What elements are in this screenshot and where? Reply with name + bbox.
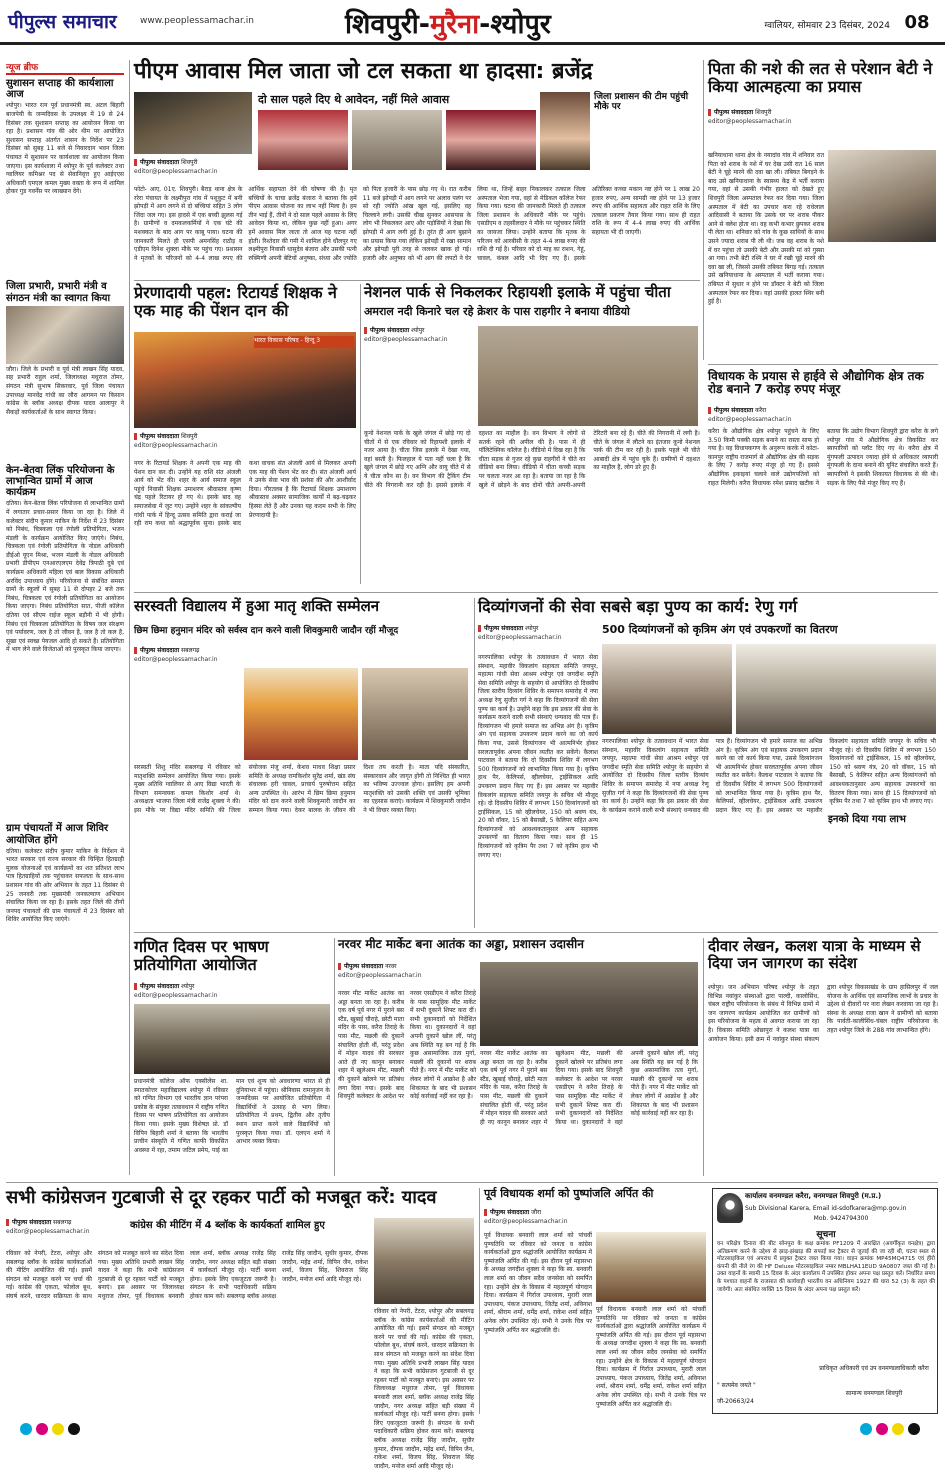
notice-signatory-2: सामान्य वनमण्डल शिवपुरी [845,1390,903,1397]
divider [474,598,475,928]
title-sheopur: -श्योपुर [479,9,551,40]
story-body: फोटो- आए, 01ए. शिवपुरी। बैराड़ थाना क्षेत्र के ररेरा पंचायत के लक्ष्मीपुरा गांव में पशुकुट में बनी झोपड़ी में आग लगने से दो बच्चियां सहित 3 लोग जिंदा जल गए। इस हादसे में एक बच्ची झुलस गई है। ग्रामीणों व दमकलकर्मियों ने एक घंटे की मशक्कत के बाद आग पर काबू पाया। घटना की जानकारी मिलते ही एसपी अमनसिंह राठौड़ व एडीएम दिनेश शुक्ला मौके पर पहुंच गए। प्रशासन ने मृतकों के परिजनों को 4-4 लाख रुपए की आर्थिक सहायता देने की घोषणा की है। मृत बच्चियों के चाचा ब्रजेंद्र बंजारा ने बताया कि हमें पीएम आवास योजना का लाभ नहीं मिला है। हम तीन भाई हैं, तीनों ने दो साल पहले आवास के लिए आवेदन किया था, लेकिन कुछ नहीं हुआ। अगर हमें आवास मिल जाता तो आज यह घटना नहीं होती। रिश्तेदार की गमी में शामिल होने धौलपुर गए लक्ष्मीपुरा निवासी धासुदेव बंजारा और उसकी पत्नी रुक्मिणी अपनी बेटियों अनुष्का, संध्या और ज्योति को पिता हजारी के पास छोड़ गए थे। रात करीब 11 बजे झोपड़ी में आग लगने पर अलाव पलंग पर सो रही ज्योति आंख खुल गई, इसलिए वह चिल्लाने लगी। उसकी चीख सुनकर आसपास के लोग भी निकलकर आए और पड़ोसियों ने देखा कि झोपड़ी में आग लगी हुई है। तुरंत ही आग बुझाने का प्रयास किया गया लेकिन झोपड़ी में रखा सामान और झोपड़ी पूरी तरह से जलकर खाक हो गई। हजारी और अनुष्का को भी आग की लपटों ने घेर लिया था, जिन्हें बाहर निकालकर तत्काल जिला अस्पताल भेजा गया, वहां से मेडिकल कॉलेज रेफर किया गया। घटना की जानकारी मिलते ही तत्काल जिला प्रशासन के अधिकारी मौके पर पहुंचे। एसडीएम व तहसीलदार ने मौके पर पहुंचकर स्थिति का जायजा लिया। उन्होंने बताया कि मृतक के परिजन को आरबीसी के तहत 4-4 लाख रुपए की राशि दी गई है। परिवार को दो माह का राशन, गेहूं, चावल, कंबल आदि भी दिए गए हैं। इसके अतिरिक्त कच्चा मकान नष्ट होने पर 1 लाख 20 हजार रुपए, अन्य सामग्री नष्ट होने पर 13 हजार रुपए की आर्थिक सहायता और राहत राशि के लिए तत्काल प्रकरण तैयार किया गया। साथ ही राहत राशि के रूप में 4-4 लाख रुपए की आर्थिक सहायता भी दी जाएगी। [134,186,700,262]
notice-signatory: प्राधिकृत अधिकारी एवं उप वनमण्डलाधिकारी करैरा [819,1365,929,1372]
byline-email[interactable]: editor@peoplessamachar.in [484,1218,568,1225]
divider [334,938,335,1176]
issue-date: ग्वालियर, सोमवार 23 दिसंबर, 2024 [764,21,890,31]
story-retired-teacher [134,284,356,584]
story-subhead: दो साल पहले दिए थे आवेदन, नहीं मिले आवास [258,93,450,106]
story-divyang [478,598,938,928]
story-headline: प्रेरणादायी पहल: रिटायर्ड शिक्षक ने एक माह की पेंशन दान की [134,283,337,320]
divider [129,60,130,1175]
byline-email[interactable]: editor@peoplessamachar.in [708,118,792,125]
story-headline: पिता की नशे की लत से परेशान बेटी ने किया आत्महत्या का प्रयास [708,59,933,96]
story-body: सरस्वती शिशु मंदिर सबलगढ़ में रविवार को मातृशक्ति सम्मेलन आयोजित किया गया। इसके मुख्य अतिथि ग्वालियर से आए विद्या भारती के विभाग समन्वयक कमल किशोर शर्मा थे। अध्यक्षता भाजपा जिला मंत्री राजेंद्र शुक्ला ने की। इस मौके पर विद्या मंदिर समिति की जिला संयोजक मंजु शर्मा, केशव माधव शिक्षा प्रसार समिति के अध्यक्ष रामकिशोर सुरेंद्र शर्मा, खंड संघ संचालक हरी चावल, प्राचार्य पुरुषोत्तम सहित अन्य उपस्थित थे। आरंभ में छिम छिमा हनुमान मंदिर को दान करने वाली शिवकुमारी जादौन का सम्मान किया गया। देकर बालक के जीवन की दिशा तय करती है। माता यदि संस्कारित, संस्कारवान और जागृत होंगी तो निश्चित ही भारत का भविष्य उज्ज्वल होगा। इसलिए हम अपनी मातृशक्ति को उसकी शक्ति एवं उसकी भूमिका का एहसास कराएं। कार्यक्रम में शिवकुमारी जादौन ने भी विचार व्यक्त किए। [134,764,470,814]
story-body: नरवर मीट मार्केट आतंक का अड्डा बनता जा रहा है। करीब एक वर्ष पूर्व नगर में पुराने बस स्टैंड, खुबाई चौराहे, छोटी माता मंदिर के पास, करैरा तिराहे के पास मीट, मछली की दुकानें संचालित होती थीं, परंतु प्रदेश में मोहन यादव की सरकार आते ही नए कानून बनाकर शहर में खुलेआम मीट, मछली की दुकानें खोलने पर प्रतिबंध लगा दिया गया। इसके बाद शिवपुरी कलेक्टर के आदेश पर नरवर एसडीएम ने करैरा तिराहे के पास सामूहिक मीट मार्केट में सभी दुकानें शिफ्ट करा दीं। सभी दुकानदारों को निर्देशित किया था। दुकानदारों ने वहां अपनी दुकानें खोल लीं, परंतु अब स्थिति यह बन गई है कि कुछ असामाजिक तत्व मुर्गा, मछली की दुकानों पर शराब पीते हैं। नगर में मीट मार्केट को लेकर लोगों में आक्रोश है और शिकायत के बाद भी प्रशासन कोई कार्रवाई नहीं कर रहा है। [338,990,476,1101]
story-body: श्योपुर। जन अभियान परिषद श्योपुर के तहत विभिन्न नवांकुर संस्थाओं द्वारा पाल्दी, कालोसिंध, चंबल राष्ट्रीय परियोजना के संबंध में विभिन्न ग्रामों में जन जागरण कार्यक्रम आयोजित कर ग्रामीणों को इस परियोजना के महत्व से अवगत कराया जा रहा है। विकास समिति ओछापुरा ने कलश यात्रा का आयोजन किया। इसी क्रम में नवांकुर संस्था संकल्प द्वारा श्योपुर विकासखंड के ग्राम हासिलपुर में जल योजना के आर्थिक एवं सामाजिक लाभों के प्रचार के उद्देश्य से दीवारों पर नारा लेखन करवाया जा रहा है। संस्था के अध्यक्ष राजा खान ने ग्रामीणों को बताया कि पार्वती-कालीसिंध-चंबल राष्ट्रीय परियोजना के तहत श्योपुर जिले के 288 गांव लाभान्वित होंगे। [708,984,938,1043]
news-brief-tag: न्यूज ब्रीफ [6,60,124,75]
story-photo-victim [540,92,590,170]
reg-mark-cyan [860,1423,872,1435]
reg-mark-yellow [892,1423,904,1435]
byline [134,646,470,664]
story-body: कूनो नेशनल पार्क के खुले जंगल में छोड़े गए दो चीतों में से एक रविवार को रिहायशी इलाके में नजर आया है। चीता जिस इलाके में देखा गया, वहां बस्ती है। फिलहाल ये पता नहीं चला है कि खुले जंगल में छोड़े गए अग्नि और वायु चीते में से ये चीता कौन सा है। वन विभाग की ट्रैकिंग टीम चीते की निगरानी कर रही है। इससे इलाके में दहशत का माहौल है। वन विभाग ने लोगों से सतर्क रहने की अपील की है। पास में ही पॉलिटेक्निक कॉलेज है। वीडियो में दिख रहा है कि चीता सड़क से गुजर रहे कुछ राहगीरों ने चीते का वीडियो बना लिया। वीडियो में चीता कच्ची सड़क पर चलता नजर आ रहा है। बताया जा रहा है कि खुले में छोड़ने के बाद दोनों चीते अपनी-अपनी टेरिटरी बना रहे हैं। चीते की निगरानी में लगी है। चीते के जंगल में लौटने का इंतजार कूनो नेशनल पार्क की टीम कर रही है। इसके पहले भी चीते आबादी क्षेत्र में पहुंच चुके हैं। ग्रामीणों में दहशत का माहौल है, लोग डरे हुए हैं। [364,430,700,489]
reg-mark-magenta [36,1423,48,1435]
byline-bureau: पीपुल्स संवाददाता [134,433,179,440]
story-photo-man [352,110,442,170]
byline [708,108,938,126]
section-title [345,4,645,44]
divider [134,280,700,281]
story-body: पूर्व विधायक बनवारी लाल शर्मा को पांचवीं पुण्यतिथि पर रविवार को जनता व कांग्रेस कार्यकर्ताओं द्वारा श्रद्धांजलि आयोजित कार्यक्रम में पुष्पांजलि अर्पित की गई। इस दौरान पूर्व महासभा के अध्यक्ष जगदीश शुक्ला ने कहा कि स्व. बनवारी लाल शर्मा का जीवन सदैव जनसेवा को समर्पित रहा। उन्होंने क्षेत्र के विकास में महत्वपूर्ण योगदान दिया। कार्यक्रम में गिर्राज उपाध्याय, मुरारी लाल उपाध्याय, पंकज उपाध्याय, जितेंद्र शर्मा, अविनाश शर्मा, श्रीराम शर्मा, धर्मेंद्र शर्मा, राकेश शर्मा सहित अनेक लोग उपस्थित रहे। सभी ने उनके चित्र पर पुष्पांजलि अर्पित कर श्रद्धांजलि दी। [484,1232,592,1334]
byline [338,962,476,980]
story-headline: नरवर मीट मार्केट बना आतंक का अड्डा, प्रशासन उदासीन [338,937,584,951]
byline-bureau: पीपुल्स संवाददाता [484,1209,529,1216]
byline-bureau: पीपुल्स संवाददाता [6,1219,51,1226]
story-congress-meeting [6,1187,476,1470]
story-photo-meeting [374,1218,474,1304]
story-body-cont: पूर्व विधायक बनवारी लाल शर्मा को पांचवीं पुण्यतिथि पर रविवार को जनता व कांग्रेस कार्यकर्ताओं द्वारा श्रद्धांजलि आयोजित कार्यक्रम में पुष्पांजलि अर्पित की गई। इस दौरान पूर्व महासभा के अध्यक्ष जगदीश शुक्ला ने कहा कि स्व. बनवारी लाल शर्मा का जीवन सदैव जनसेवा को समर्पित रहा। उन्होंने क्षेत्र के विकास में महत्वपूर्ण योगदान दिया। कार्यक्रम में गिर्राज उपाध्याय, मुरारी लाल उपाध्याय, पंकज उपाध्याय, जितेंद्र शर्मा, अविनाश शर्मा, श्रीराम शर्मा, धर्मेंद्र शर्मा, राकेश शर्मा सहित अनेक लोग उपस्थित रहे। सभी ने उनके चित्र पर पुष्पांजलि अर्पित कर श्रद्धांजलि दी। [596,1306,706,1408]
brief-headline-3: केन-बेतवा लिंक परियोजना के लाभान्वित ग्रामों में आज कार्यक्रम [6,464,115,499]
masthead-rule [0,42,945,45]
story-cheetah [364,284,700,584]
story-photo-cheetah [478,326,698,426]
story-headline: पूर्व विधायक शर्मा को पुष्पांजलि अर्पित की [484,1187,654,1200]
notice-motto: " सत्यमेव जयते " [717,1382,756,1389]
story-meat-market [338,938,700,1176]
title-morena: मुरैना [429,9,480,40]
news-brief-column [6,60,124,1180]
story-tribute [484,1188,706,1414]
story-side-head: जिला प्रशासन की टीम पहुंची मौके पर [594,92,689,113]
byline [364,326,474,344]
story-subhead: अमराल नदी किनारे चल रहे क्रेशर के पास राहगीर ने बनाया वीडियो [364,305,630,318]
story-subhead: कांग्रेस की मीटिंग में 4 ब्लॉक के कार्यकर्ता शामिल हुए [130,1220,325,1231]
story-headline: सभी कांग्रेसजन गुटबाजी से दूर रहकर पार्टी को मजबूत करें: यादव [6,1187,437,1208]
paper-url[interactable]: www.peoplessamachar.in [140,16,254,26]
story-photo-distribution [602,644,732,734]
masthead [0,0,945,56]
divider [703,938,704,1176]
story-photo-audience [362,668,468,760]
reg-mark-magenta [876,1423,888,1435]
byline-email[interactable]: editor@peoplessamachar.in [338,972,422,979]
story-father-addiction [708,60,938,360]
brief-photo [6,306,124,364]
paper-logo: पीपुल्स समाचार [8,11,117,33]
notice-text: वन परिक्षेत्र दिनारा की बीट सोनपुरा के कक्ष क्रमांक PF1209 में आरक्षित (अवर्गीकृत वनक्षेत्र) द्वारा अतिक्रमण करने के उद्देश्य से झाड़-झंखाड़ की सफाई कर ट्रैक्टर से जुताई की जा रही थी, घटना स्थल से मोटरसाइकिल एवं अपराध में प्रयुक्त ट्रैक्टर जब्त किया गया। वाहन क्रमांक MP45MQ4715 एवं हीरो कंपनी की नीले रंग की HF Deluxe मोटरसाइकिल नम्बर MBLHA11EUD 9A0807 जब्त की गई है। उक्त वाहनों के स्वामी 15 दिवस के अंदर कार्यालय में उपस्थित होकर अपना पक्ष प्रस्तुत करें। निर्धारित समय के पश्चात वाहनों के राजसात की कार्यवाही भारतीय वन अधिनियम 1927 की धारा 52 (3) के तहत की जावेगी। अतः संबंधित व्यक्ति 15 दिवस के अंदर अपना पक्ष प्रस्तुत करें। [717,1241,935,1293]
byline-email[interactable]: editor@peoplessamachar.in [134,168,218,175]
story-body: नगर के रिटायर्ड शिक्षक ने अपनी एक माह की पेंशन दान कर दी। उन्होंने यह राशि संत अंजली आर्य को भेंट की। शहर के आर्य समाज स्कूल पहुंचे निवासी शिक्षक उमाशरण श्रीवास्तव कृष्ण चंद्र पहले रिटायर हो गए थे। इसके बाद वह समाजसेवा में जुट गए। उन्होंने शहर के सांकल्पीय गांधी पार्क में हिन्दू उत्सव समिति द्वारा कराई जा रही राम कथा को श्रद्धापूर्वक सुना। इसके बाद कथा वाचक संत अंजली आर्य से मिलकर अपनी एक माह की पेंशन भेंट कर दी। संत अंजली आर्य ने उनके सेवा भाव की प्रशंसा की और आशीर्वाद दिया। गौरतलब है कि रिटायर्ड शिक्षक उमाशरण श्रीवास्तव अक्सर सामाजिक कार्यों में बढ़-चढ़कर हिस्सा लेते हैं और उनका यह कदम सभी के लिए प्रेरणादायी है। [134,460,356,528]
story-photo-girl [258,110,348,170]
brief-headline-1: सुशासन सप्ताह की कार्यशाला आज [6,78,114,101]
story-subhead: छिम छिमा हनुमान मंदिर को सर्वस्व दान करने वाली शिवकुमारी जादौन रहीं मौजूद [134,626,399,636]
byline-place: सबलगढ़ [181,647,200,654]
title-shivpuri: शिवपुरी- [345,9,430,40]
divider [134,932,938,933]
event-banner-text: भारत विकास परिषद - हिन्दू 3 [254,336,354,348]
notice-office: कार्यालय वनमण्डल करैरा, वनमण्डल शिवपुरी (म.प्र.) [745,1192,882,1200]
byline-bureau: पीपुल्स संवाददाता [708,407,753,414]
byline [134,982,330,1000]
story-photo-officials [736,644,936,734]
story-math-day [134,938,330,1176]
story-road-sanction [708,370,938,586]
notice-title: सूचना [816,1230,836,1240]
reg-mark-black [908,1423,920,1435]
story-photo-seminar [134,1004,330,1074]
story-photo-girl-2 [446,110,536,170]
byline [134,432,356,450]
story-body-cont: नगरपालिका श्योपुर के तत्वावधान में भारत सेवा संस्थान, महावीर विकलांग सहायता समिति जयपुर, महात्मा गांधी सेवा आश्रम श्योपुर एवं जगदीश स्मृति सेवा समिति श्योपुर के सहयोग से आयोजित दो दिवसीय जिला स्तरीय दिव्यांग शिविर के समापन समारोह में नपा अध्यक्ष रेणु सुजीत गर्ग ने कहा कि दिव्यांगजनों की सेवा पुण्य का कार्य है। उन्होंने कहा कि इस प्रकार की सेवा के कार्यक्रम कराने वाली सभी संस्थाएं धन्यवाद की पात्र हैं। दिव्यांगजन भी हमारे समाज का अभिन्न अंग है। कृत्रिम अंग एवं सहायक उपकरण प्रदान करने का जो कार्य किया गया, उससे दिव्यांगजन भी आत्मनिर्भर होकर सरलतापूर्वक अपना जीवन व्यतीत कर सकेंगे। कैलाश पाटवाल ने बताया कि दो दिवसीय शिविर में लगभग 500 दिव्यांगजनों को लाभान्वित किया गया है। कृत्रिम हाथ पैर, केलिपर्स, व्हीलचेयर, ट्राईसिकल आदि उपकरण प्रदान किए गए हैं। इस अवसर पर महावीर विकलांग सहायता समिति जयपुर के सचिव भी मौजूद रहे। दो दिवसीय शिविर में लगभग 150 दिव्यांगजनों को ट्राईसिकल, 15 को व्हीलचेयर, 150 को श्रवण यंत्र, 20 को वॉकर, 15 को बैसाखी, 5 केलिपर सहित अन्य दिव्यांगजनों को आवश्यकतानुसार अन्य सहायक उपकरणों का वितरण किया गया। साथ ही 15 दिव्यांगजनों को कृत्रिम पैर तथा 7 को कृत्रिम हाथ भी लगाए गए। [602,738,936,814]
byline-bureau: पीपुल्स संवाददाता [338,963,383,970]
page-number: 08 [904,12,930,33]
story-body-cont: नरवर मीट मार्केट आतंक का अड्डा बनता जा रहा है। करीब एक वर्ष पूर्व नगर में पुराने बस स्टैंड, खुबाई चौराहे, छोटी माता मंदिर के पास, करैरा तिराहे के पास मीट, मछली की दुकानें संचालित होती थीं, परंतु प्रदेश में मोहन यादव की सरकार आते ही नए कानून बनाकर शहर में खुलेआम मीट, मछली की दुकानें खोलने पर प्रतिबंध लगा दिया गया। इसके बाद शिवपुरी कलेक्टर के आदेश पर नरवर एसडीएम ने करैरा तिराहे के पास सामूहिक मीट मार्केट में सभी दुकानें शिफ्ट करा दीं। सभी दुकानदारों को निर्देशित किया था। दुकानदारों ने वहां अपनी दुकानें खोल लीं, परंतु अब स्थिति यह बन गई है कि कुछ असामाजिक तत्व मुर्गा, मछली की दुकानों पर शराब पीते हैं। नगर में मीट मार्केट को लेकर लोगों में आक्रोश है और शिकायत के बाद भी प्रशासन कोई कार्रवाई नहीं कर रहा है। [480,1050,698,1126]
story-body: करैरा के औद्योगिक क्षेत्र श्योपुर पहुंचने के लिए 3.50 किमी पक्की सड़क बनाने का रास्ता साफ हो गया है। यह विधायकगण के अनुरूप करके में कोटा-कानपुर राष्ट्रीय राजमार्ग से औद्योगिक क्षेत्र की सड़क के लिए 7 करोड़ रुपए मंजूर हो गए हैं। इससे औद्योगिक इकाइयां चलाने वाले उद्योगपतियों को राहत मिलेगी। करैरा विधायक रमेश प्रसाद खटीक ने बताया कि उद्योग विभाग शिवपुरी द्वारा करैरा के लगे श्योपुर गांव में औद्योगिक क्षेत्र विकसित कर ब्यापारियों को प्लॉट दिए गए थे। करैरा क्षेत्र में मुंगफली उत्पादन ज्यादा होने से अधिकतर व्यापारी मूंगफली के दाना बनाने की यूनिट संचालित करते हैं। ब्यापारियों ने इसकी शिकायत विधायक से की थी। सड़क के लिए पैसे मंजूर किए गए हैं। [708,428,938,487]
byline [708,406,938,424]
byline-place: करैरा [755,407,767,414]
story-photo-hospital [828,150,936,242]
story-body: रविवार को नेपरी, टेंटरा, श्योपुर और सबलगढ़ ब्लॉक के कांग्रेस कार्यकर्ताओं की मीटिंग आयोजित की गई। इसमें संगठन को मजबूत करने पर चर्चा की गई। कांग्रेस की एकता, फोलोल बूथ, संघर्ष करने, धारदार सक्रियता के साथ संगठन को मजबूत करने का संदेश दिया गया। मुख्य अतिथि प्रभारी लाखन सिंह यादव ने कहा कि सभी कांग्रेसजन गुटबाजी से दूर रहकर पार्टी को मजबूत बनाएं। इस अवसर पर जिलाध्यक्ष मधुराज तोमर, पूर्व विधायक बनवारी लाल शर्मा, ब्लॉक अध्यक्ष राजेंद्र सिंह जादौन, नगर अध्यक्ष सहित बड़ी संख्या में कार्यकर्ता मौजूद रहे। पार्टी बनना होगा। इसके लिए एकजुटता जरूरी है। संगठन के सभी पदाधिकारी सक्रिय होकर काम करें। सबलगढ़ ब्लॉक अध्यक्ष राजेंद्र सिंह जादौन, सुधीर कुमार, दीपक जादौन, महेंद्र शर्मा, विपिन जैन, राकेश शर्मा, विजय सिंह, शिवराज सिंह जादौन, मनोज शर्मा आदि मौजूद रहे। [6,1250,368,1300]
byline-email[interactable]: editor@peoplessamachar.in [134,656,218,663]
story-side-head: इनको दिया गया लाभ [828,814,906,825]
byline-email[interactable]: editor@peoplessamachar.in [478,634,562,641]
byline-place: शिवपुरी [755,109,772,116]
byline-place: श्योपुर [181,983,195,990]
divider [134,592,938,593]
byline [478,624,598,642]
byline-bureau: पीपुल्स संवाददाता [364,327,409,334]
story-photo-fire [134,92,252,154]
story-headline: सरस्वती विद्यालय में हुआ मातृ शक्ति सम्मेलन [134,597,380,615]
story-headline: पीएम आवास मिल जाता जो टल सकता था हादसा: ब्रजेंद्र [134,59,593,84]
reg-mark-yellow [52,1423,64,1435]
reg-mark-cyan [20,1423,32,1435]
emblem-icon [717,1193,743,1223]
byline-place: जौरा [531,1209,542,1216]
divider [703,60,704,360]
brief-body-1: श्योपुर। भारत रत्न पूर्व प्रधानमंत्री स्व. अटल बिहारी बाजपेयी के जन्मदिवस के उपलक्ष्य में 19 से 24 दिसंबर तक सुशासन सप्ताह का आयोजन किया जा रहा है। प्रशासन गांव की ओर थीम पर आयोजित सुशासन सप्ताह अंतर्गत शासन के निर्देश पर 23 दिसंबर को सुबह 11 बजे से निवारदान भवन जिला पंचायत में सुशासन पर कार्यशाला का आयोजन किया जाएगा। इस कार्यशाला में श्योपुर के पूर्व कलेक्टर तथा ग्वालियर कमिश्नर पद से सेवानिवृत्त हुए आईएएस अधिकारी एमएल कमल मुख्य वक्ता के रूप में शामिल होकर गुड गवर्नेंस पर व्याख्यान देंगे। [6,102,124,196]
brief-body-4: दतिया। कलेक्टर संदीप कुमार माकिन के निर्देशन में भारत सरकार एवं राज्य सरकार की चिन्हित हितग्राही मूलक योजनाओं एवं कार्यक्रमों का शत प्रतिशत लाभ पात्र हितग्राहियों तक पहुंचाकर सफलता के साथ-साथ प्रशासन गांव की ओर अभियान के तहत 11 दिसंबर से 25 जनवरी तक मुख्यमंत्री जनकल्याण अभियान संचालित किया जा रहा है। इसके तहत जिले की तीनों जनपद पंचायतों की ग्राम पंचायतों में 23 दिसंबर को शिविर आयोजित किए जाएंगे। [6,847,124,924]
notice-email[interactable]: Sub Divisional Karera, Email id-sdofkarera@mp.gov.in [745,1205,907,1212]
notice-mobile: Mob. 9424794300 [813,1215,869,1222]
story-headline: दिव्यांगजनों की सेवा सबसे बड़ा पुण्य का कार्य: रेणु गर्ग [478,597,798,616]
byline [484,1208,706,1226]
story-pm-awas [134,60,700,276]
divider [360,284,361,584]
story-photo-tribute [596,1232,706,1302]
divider [479,1188,480,1414]
notice-code: जी-20663/24 [717,1398,754,1405]
color-registration-bar [0,1420,945,1438]
story-headline: नेशनल पार्क से निकलकर रिहायशी इलाके में पहुंचा चीता [364,283,671,301]
byline-bureau: पीपुल्स संवाददाता [708,109,753,116]
story-body-cont: रविवार को नेपरी, टेंटरा, श्योपुर और सबलगढ़ ब्लॉक के कांग्रेस कार्यकर्ताओं की मीटिंग आयोजित की गई। इसमें संगठन को मजबूत करने पर चर्चा की गई। कांग्रेस की एकता, फोलोल बूथ, संघर्ष करने, धारदार सक्रियता के साथ संगठन को मजबूत करने का संदेश दिया गया। मुख्य अतिथि प्रभारी लाखन सिंह यादव ने कहा कि सभी कांग्रेसजन गुटबाजी से दूर रहकर पार्टी को मजबूत बनाएं। इस अवसर पर जिलाध्यक्ष मधुराज तोमर, पूर्व विधायक बनवारी लाल शर्मा, ब्लॉक अध्यक्ष राजेंद्र सिंह जादौन, नगर अध्यक्ष सहित बड़ी संख्या में कार्यकर्ता मौजूद रहे। पार्टी बनना होगा। इसके लिए एकजुटता जरूरी है। संगठन के सभी पदाधिकारी सक्रिय होकर काम करें। सबलगढ़ ब्लॉक अध्यक्ष राजेंद्र सिंह जादौन, सुधीर कुमार, दीपक जादौन, महेंद्र शर्मा, विपिन जैन, राकेश शर्मा, विजय सिंह, शिवराज सिंह जादौन, मनोज शर्मा आदि मौजूद रहे। [374,1308,474,1470]
divider [708,364,938,365]
story-subhead: 500 दिव्यांगजनों को कृत्रिम अंग एवं उपकरणों का वितरण [602,623,838,636]
brief-body-3: दतिया। केन-बेतवा लिंक परियोजना से लाभान्वित ग्रामों में लगातार प्रचार-प्रसार किया जा रहा है। जिले में कलेक्टर संदीप कुमार माकिन के निर्देश में 23 दिसंबर को निबंध, चित्रकला एवं रंगोली प्रतियोगिता, भजन मंडली के कार्यक्रम आयोजित किए जाएंगे। निबंध, चित्रकला एवं रंगोली प्रतियोगिता के नोडल अधिकारी डीईओ यूएन मिश्रा, भजन मंडली के नोडल अधिकारी प्रभारी डीपीएम एनआरएलएम देवेंद्र त्रिपाठी दुबे एवं कार्यक्रम अधिकारी महिला एवं बाल विकास अधिकारी अरविंद उपाध्याय होंगे। परियोजना से संबंधित समस्त ग्रामों के स्कूलों में सुबह 11 से दोपहर 2 बजे तक निबंध, चित्रकला एवं रंगोली प्रतियोगिता का आयोजन किया जाएगा। निबंध प्रतियोगिता सात, पीजी कॉलेज दतिया एवं सीएम राईज स्कूल बड़ौनी में भी होगी। निबंध एवं चित्रकला प्रतियोगिता के विषय जल संरक्षण एवं पर्यावरण, जल है तो जीवन है, जल है तो कल है, सूखा एवं स्वच्छ पेयजल आदि हो सकते हैं। प्रतियोगिता में भाग लेने वाले विजेताओं को पुरस्कृत किया जाएगा। [6,500,124,654]
byline-email[interactable]: editor@peoplessamachar.in [134,442,218,449]
byline-place: शिवपुरी [181,433,198,440]
byline-bureau: पीपुल्स संवाददाता [134,647,179,654]
byline-place: श्योपुर [411,327,425,334]
forest-notice [712,1188,938,1414]
story-body: प्रधानमंत्री कॉलेज ऑफ एक्सीलेंस शा. स्नातकोत्तर महाविद्यालय श्योपुर में रविवार को गणित विभाग एवं भारतीय ज्ञान परंपरा प्रकोष्ठ के संयुक्त तत्वावधान में राष्ट्रीय गणित दिवस पर भाषण प्रतियोगिता का आयोजन किया गया। इसके मुख्य विशेषज्ञ प्रो. डॉ विपिन बिहारी शर्मा ने बताया कि भारतीय प्राचीन संस्कृति में गणित काफी विकसित अवस्था में रहा, तमाम जटिल प्रमेय, पाई का मान एवं शून्य को अवधारणा भारत से ही दुनियाभर में पहुंचा। श्रीनिवास रामानुजन के जन्मदिवस पर आयोजित प्रतियोगिता में विद्यार्थियों ने उत्साह से भाग लिया। प्रतियोगिता में प्रथम, द्वितीय और तृतीय स्थान प्राप्त करने वाले विद्यार्थियों को पुरस्कृत किया गया। डॉ. एलएन शर्मा ने आभार व्यक्त किया। [134,1078,330,1154]
reg-mark-black [68,1423,80,1435]
story-photo-market [480,962,698,1046]
byline-place: नरवर [385,963,397,970]
story-photo-stage [244,668,358,760]
byline-email[interactable]: editor@peoplessamachar.in [364,336,448,343]
brief-headline-2: जिला प्रभारी, प्रभारी मंत्री व संगठन मंत्री का स्वागत किया [6,281,111,304]
brief-headline-4: ग्राम पंचायतों में आज शिविर आयोजित होंगे [6,823,109,846]
byline-email[interactable]: editor@peoplessamachar.in [6,1228,90,1235]
byline-bureau: पीपुल्स संवाददाता [134,159,179,166]
byline-place: श्योपुर [525,625,539,632]
byline-bureau: पीपुल्स संवाददाता [478,625,523,632]
brief-body-2: जौरा। जिले के प्रभारी व पूर्व मंत्री लाखन सिंह यादव, सह प्रभारी राहुल शर्मा, जिलाध्यक्ष मधुराज तोमर, संगठन मंत्री सुभाष सिकरवार, पूर्व जिला पंचायत उपाध्यक्ष मानवेंद्र गांधी का जौरा आगमन पर किसान कांग्रेस के ब्लॉक अध्यक्ष दीपक यादव आलापुर ने सैकड़ों कार्यकर्ताओं के साथ स्वागत किया। [6,365,124,416]
story-body: नगरपालिका श्योपुर के तत्वावधान में भारत सेवा संस्थान, महावीर विकलांग सहायता समिति जयपुर, महात्मा गांधी सेवा आश्रम श्योपुर एवं जगदीश स्मृति सेवा समिति श्योपुर के सहयोग से आयोजित दो दिवसीय जिला स्तरीय दिव्यांग शिविर के समापन समारोह में नपा अध्यक्ष रेणु सुजीत गर्ग ने कहा कि दिव्यांगजनों की सेवा पुण्य का कार्य है। उन्होंने कहा कि इस प्रकार की सेवा के कार्यक्रम कराने वाली सभी संस्थाएं धन्यवाद की पात्र हैं। दिव्यांगजन भी हमारे समाज का अभिन्न अंग है। कृत्रिम अंग एवं सहायक उपकरण प्रदान करने का जो कार्य किया गया, उससे दिव्यांगजन भी आत्मनिर्भर होकर सरलतापूर्वक अपना जीवन व्यतीत कर सकेंगे। कैलाश पाटवाल ने बताया कि दो दिवसीय शिविर में लगभग 500 दिव्यांगजनों को लाभान्वित किया गया है। कृत्रिम हाथ पैर, केलिपर्स, व्हीलचेयर, ट्राईसिकल आदि उपकरण प्रदान किए गए हैं। इस अवसर पर महावीर विकलांग सहायता समिति जयपुर के सचिव भी मौजूद रहे। दो दिवसीय शिविर में लगभग 150 दिव्यांगजनों को ट्राईसिकल, 15 को व्हीलचेयर, 150 को श्रवण यंत्र, 20 को वॉकर, 15 को बैसाखी, 5 केलिपर सहित अन्य दिव्यांगजनों को आवश्यकतानुसार अन्य सहायक उपकरणों का वितरण किया गया। साथ ही 15 दिव्यांगजनों को कृत्रिम पैर तथा 7 को कृत्रिम हाथ भी लगाए गए। [478,654,598,859]
divider [6,1182,938,1183]
story-headline: दीवार लेखन, कलश यात्रा के माध्यम से दिया जन जागरण का संदेश [708,937,921,972]
story-body: खनियाधाना थाना क्षेत्र के नयादांव गांव में शनिवार रात पिता को शराब के नशे में घर देख उसी रात 16 साल बेटी ने चूहे मारने की दवा खा ली। तबियत बिगड़ने के बाद उसे खनियाधाना के स्वास्थ्य केंद्र में भर्ती कराया गया, वहां से उसकी गंभीर हालत को देखते हुए शिवपुरी जिला अस्पताल रेफर कर दिया गया। जिला अस्पताल में बेटी का उपचार करा रहे राधेलाल आदिवासी ने बताया कि उसके घर पर शराब पीकर आने से क्लेश होता था। वह कभी कभार छुपकर शराब पी लेता था। शनिवार को गांव के कुछ साथियों के साथ उसने ज्यादा शराब पी ली थी। जब वह शराब के नशे में घर पहुंचा तो उसकी बेटी और उसकी मां को गुस्सा आ गया। तभी बेटी रश्मि ने घर में रखी चूहे मारने की दवा खा ली, जिससे उसकी तबियत बिगड़ गई। तत्काल उसे खनियाधाना के अस्पताल में भर्ती कराया गया। तबियत में सुधार न होने पर डॉक्टर ने बेटी को जिला अस्पताल रेफर कर दिया। यहां उसकी हालत स्थिर बनी हुई है। [708,152,824,306]
byline-bureau: पीपुल्स संवाददाता [134,983,179,990]
story-headline: विधायक के प्रयास से हाईवे से औद्योगिक क्षेत्र तक रोड बनाने 7 करोड़ रुपए मंजूर [708,369,924,397]
story-headline: गणित दिवस पर भाषण प्रतियोगिता आयोजित [134,937,269,974]
story-saraswati-school [134,598,470,928]
byline-place: शिवपुरी [181,159,198,166]
byline-email[interactable]: editor@peoplessamachar.in [708,416,792,423]
byline [6,1218,118,1236]
byline-email[interactable]: editor@peoplessamachar.in [134,992,218,999]
byline-place: सबलगढ़ [53,1219,72,1226]
story-wall-writing [708,938,938,1176]
